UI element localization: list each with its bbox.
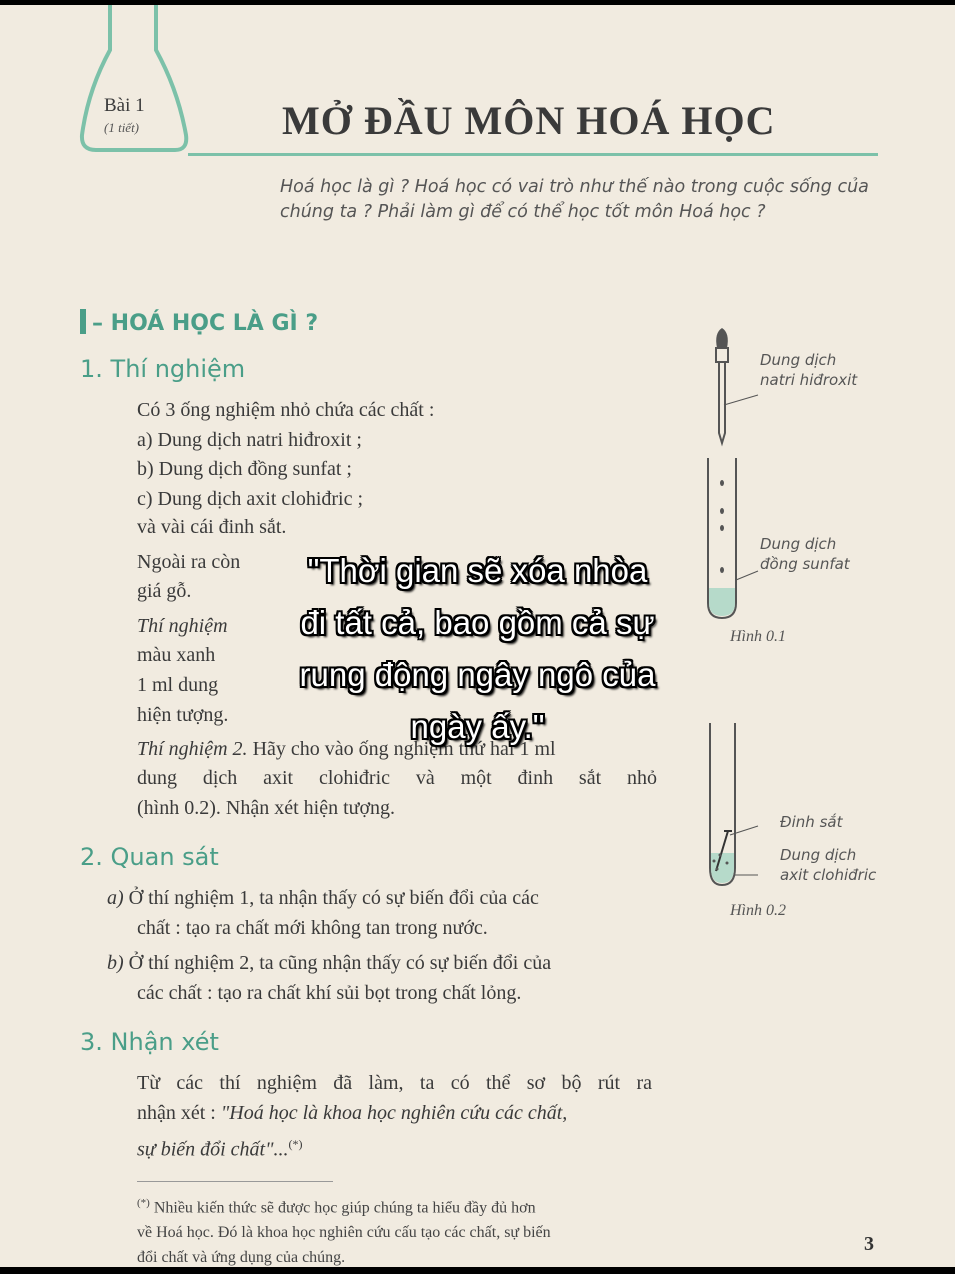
conclusion-quote: "Hoá học là khoa học nghiên cứu các chất, [220, 1102, 568, 1124]
footnote-line: về Hoá học. Đó là khoa học nghiên cứu cấu tạo các chất, sự biến [137, 1224, 551, 1242]
text-line: chất : tạo ra chất mới không tan trong nước. [137, 917, 488, 939]
text-line: Có 3 ống nghiệm nhỏ chứa các chất : [137, 399, 435, 421]
conclusion-line [137, 1099, 567, 1129]
dropper-icon [716, 328, 728, 443]
observation-b [107, 949, 551, 979]
item-b-text: Ở thí nghiệm 2, ta cũng nhận thấy có sự biến đổi của [128, 952, 552, 974]
lesson-label: Bài 1 [104, 95, 145, 116]
subsection-2-title: 2. Quan sát [80, 843, 219, 871]
figure-label [760, 350, 857, 390]
subsection-1-title: 1. Thí nghiệm [80, 355, 246, 383]
caption-line: "Thời gian sẽ xóa nhòa [307, 552, 648, 589]
section-title: – HOÁ HỌC LÀ GÌ ? [92, 311, 319, 336]
experiment-2-label: Thí nghiệm 2. [137, 738, 248, 760]
page-number: 3 [864, 1233, 874, 1255]
text-line: b) Dung dịch đồng sunfat ; [137, 458, 352, 480]
textbook-page [0, 5, 955, 1267]
lesson-duration: (1 tiết) [104, 120, 140, 135]
footnote-divider [137, 1181, 333, 1182]
text-line: dung dịch axit clohiđric và một đinh sắt nhỏ [137, 767, 657, 789]
fig1-label2-line2: đồng sunfat [760, 555, 850, 573]
fig2-label2-line2: axit clohiđric [780, 866, 877, 884]
text-line: c) Dung dịch axit clohiđric ; [137, 488, 364, 510]
page-title: MỞ ĐẦU MÔN HOÁ HỌC [282, 98, 776, 143]
experiment-2-text: Hãy cho vào ống nghiệm thứ hai 1 ml [252, 738, 556, 760]
fig1-label2-line1: Dung dịch [760, 535, 837, 553]
footnote-line: Nhiều kiến thức sẽ được học giúp chúng ta hiểu đầy đủ hơn [153, 1199, 536, 1217]
caption-line: đi tất cả, bao gồm cả sự [300, 604, 655, 641]
text-line: giá gỗ. [137, 580, 192, 602]
conclusion-quote-end: sự biến đổi chất"... [137, 1138, 289, 1161]
footnote [137, 1191, 657, 1267]
footnote-marker: (*) [288, 1137, 303, 1151]
caption-line: rung động ngây ngô của [299, 656, 656, 693]
intro-questions: Hoá học là gì ? Hoá học có vai trò như thế nào trong cuộc sống của chúng ta ? Phải làm gì để có thể học tốt môn Hoá học ? [280, 177, 869, 222]
caption-line: ngày ấy." [410, 708, 545, 745]
text-line: hiện tượng. [137, 704, 229, 726]
footnote-mark: (*) [137, 1197, 150, 1209]
text-line: màu xanh [137, 644, 216, 666]
fig1-label-line1: Dung dịch [760, 351, 837, 369]
conclusion-lead: nhận xét : [137, 1102, 216, 1124]
text-line: (hình 0.2). Nhận xét hiện tượng. [137, 797, 396, 819]
section-marker [80, 309, 86, 334]
figure-caption: Hình 0.1 [730, 628, 786, 645]
footnote-line: đổi chất và ứng dụng của chúng. [137, 1249, 346, 1267]
fig1-label-line2: natri hiđroxit [760, 371, 858, 389]
subsection-3-title: 3. Nhận xét [80, 1028, 219, 1056]
flask-icon [78, 5, 193, 160]
figure-label [760, 534, 850, 574]
figure-label [780, 845, 876, 885]
text-line: Ngoài ra còn [137, 551, 241, 573]
text-line: và vài cái đinh sắt. [137, 516, 287, 538]
figure-label: Đinh sắt [780, 813, 843, 831]
text-line: Từ các thí nghiệm đã làm, ta có thể sơ bộ rút ra [137, 1072, 652, 1094]
text-line: Thí nghiệm [137, 615, 228, 637]
conclusion-line-2 [137, 1130, 303, 1165]
observation-a [107, 884, 539, 914]
text-line: 1 ml dung [137, 674, 219, 696]
title-underline [188, 153, 878, 156]
item-a-text: Ở thí nghiệm 1, ta nhận thấy có sự biến đổi của các [128, 887, 539, 909]
video-caption-overlay [230, 545, 725, 753]
item-a-label: a) [107, 887, 124, 909]
fig2-label2-line1: Dung dịch [780, 846, 857, 864]
figure-caption: Hình 0.2 [730, 902, 786, 919]
text-line: a) Dung dịch natri hiđroxit ; [137, 429, 362, 451]
item-b-label: b) [107, 952, 124, 974]
text-line: các chất : tạo ra chất khí sủi bọt trong chất lỏng. [137, 982, 522, 1004]
